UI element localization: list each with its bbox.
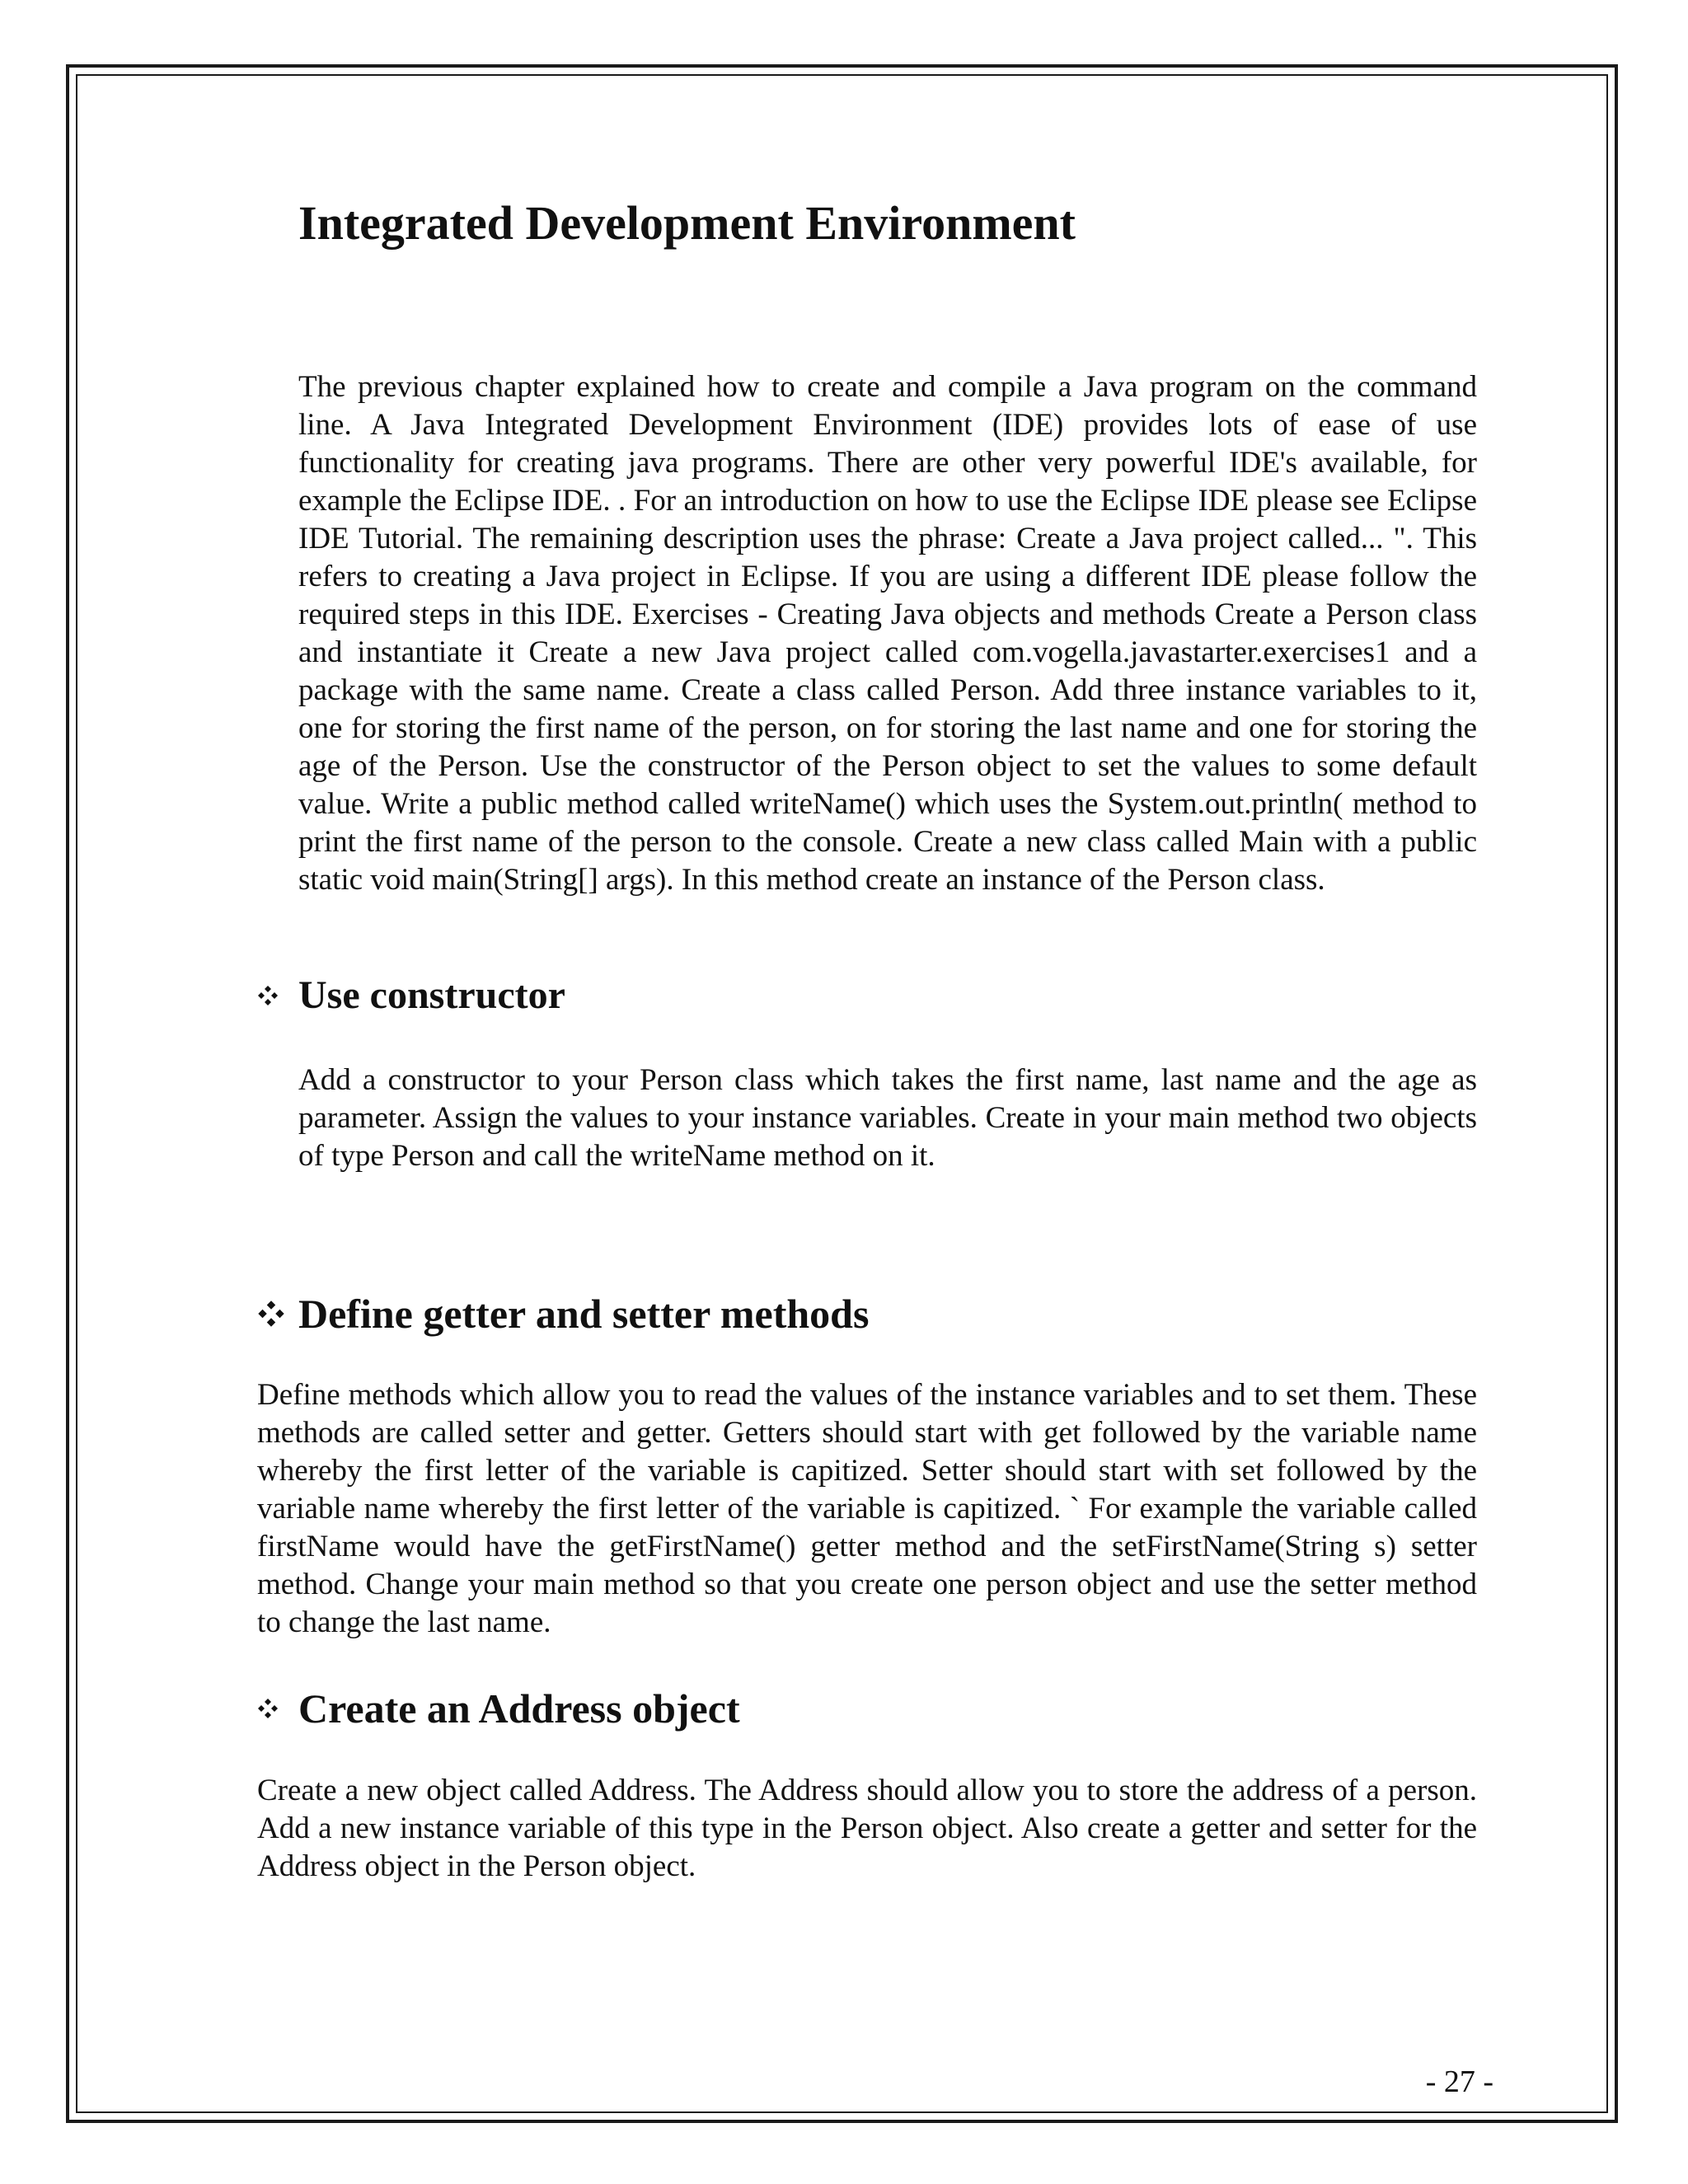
section-body-getter-setter: Define methods which allow you to read the values of the instance variables and to set them. These methods are called setter and getter. Getters should start with get followed by the variable name whereby the first letter of the variable is capitized. Setter should start with set followed by the variable name whereby the first letter of the variable is capitized. ` For example the variable called firstName would have the getFirstName() getter method and the setFirstName(String s) setter method. Change your main method so that you create one person object and use the setter method to change the last name.: [257, 1378, 1477, 1639]
intro-paragraph: The previous chapter explained how to create and compile a Java program on the command line. A Java Integrated Development Environment (IDE) provides lots of ease of use functionality for creating java programs. There are other very powerful IDE's available, for example the Eclipse IDE. . For an introduction on how to use the Eclipse IDE please see Eclipse IDE Tutorial. The remaining description uses the phrase: Create a Java project called... ". This refers to creating a Java project in Eclipse. If you are using a different IDE please follow the required steps in this IDE. Exercises - Creating Java objects and methods Create a Person class and instantiate it Create a new Java project called com.vogella.javastarter.exercises1 and a package with the same name. Create a class called Person. Add three instance variables to it, one for storing the first name of the person, on for storing the last name and one for storing the age of the Person. Use the constructor of the Person object to set the values to some default value. Write a public method called writeName() which uses the System.out.println( method to print the first name of the person to the console. Create a new class called Main with a public static void main(String[] args). In this method create an instance of the Person class.: [298, 370, 1477, 897]
section-body-use-constructor: Add a constructor to your Person class which takes the first name, last name and the age as parameter. Assign the values to your instance variables. Create in your main method two objects of type Person and call the writeName method on it.: [298, 1063, 1477, 1173]
section-heading-text: Use constructor: [298, 973, 565, 1017]
section-heading-address-object: [257, 1685, 740, 1732]
section-heading-use-constructor: [257, 972, 565, 1018]
page-number: - 27 -: [1425, 2064, 1493, 2099]
section-body-address-object: Create a new object called Address. The Address should allow you to store the address of a person. Add a new instance variable of this type in the Person object. Also create a getter and setter for the Address object in the Person object.: [257, 1774, 1477, 1883]
diamond-bullet-icon: [257, 985, 279, 1006]
section-heading-getter-setter: [257, 1290, 869, 1338]
diamond-bullet-icon: [257, 1300, 285, 1328]
diamond-bullet-icon: [257, 1698, 279, 1719]
page-title: Integrated Development Environment: [298, 196, 1076, 250]
section-heading-text: Create an Address object: [298, 1685, 740, 1732]
section-heading-text: Define getter and setter methods: [298, 1291, 870, 1337]
